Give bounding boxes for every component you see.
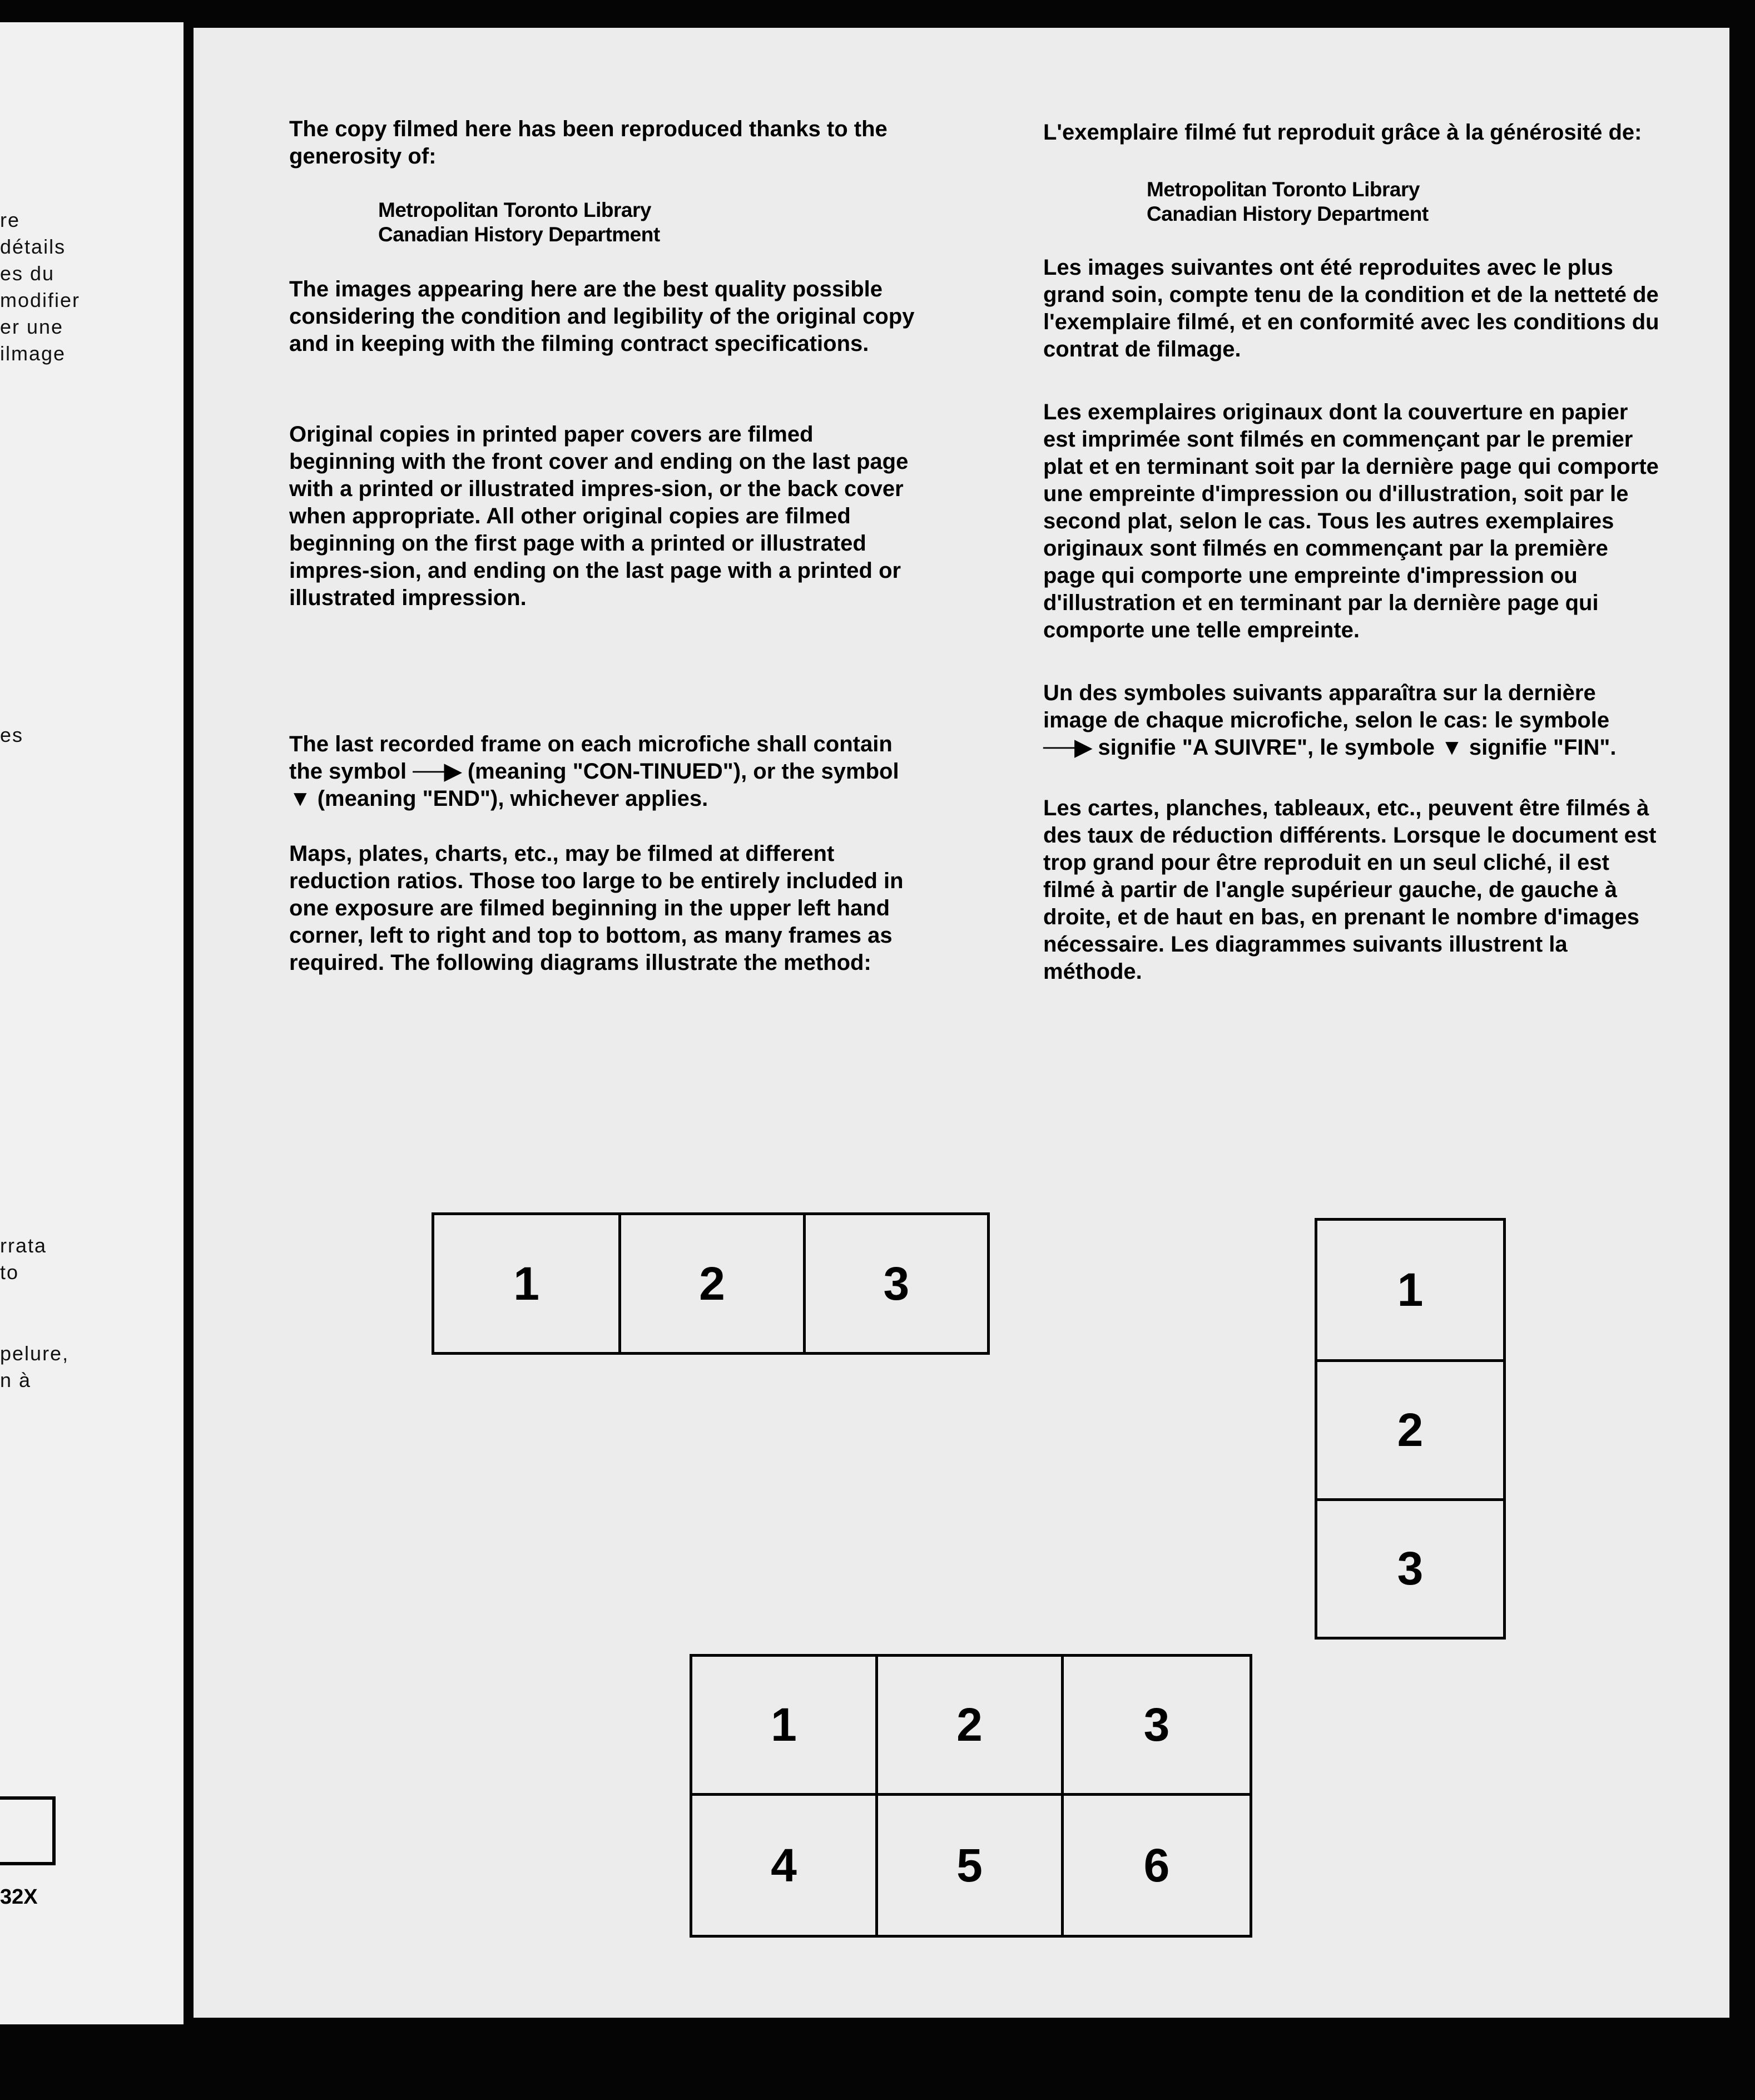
cut-off-text-fragment: n à [0, 1369, 32, 1391]
reduction-ratio-box [0, 1796, 56, 1865]
vertical-frames-diagram [1315, 1218, 1506, 1640]
frame-cell: 3 [1064, 1657, 1250, 1796]
cut-off-text-fragment: es du [0, 262, 55, 285]
cut-off-text-fragment: modifier [0, 289, 81, 311]
cut-off-text-fragment: es [0, 724, 24, 746]
cut-off-text-fragment: ilmage [0, 342, 66, 365]
frame-cell: 2 [1317, 1359, 1503, 1498]
french-originals-paragraph: Les exemplaires originaux dont la couverture en papier est imprimée sont filmés en commençant par le premier plat et en terminant soit par la dernière page qui comporte une empreinte d'impression ou d'illustration, soit par le second plat, selon le cas. Tous les autres exemplaires originaux sont filmés en commençant par la première page qui comporte une empreinte d'impression ou d'illustration et en terminant par la dernière page qui comporte une telle empreinte. [1043, 400, 1659, 642]
frame-cell: 2 [618, 1215, 802, 1352]
english-originals-paragraph: Original copies in printed paper covers are filmed beginning with the front cover and ending on the last page with a printed or illustrated impres-sion, or the back cover when appropriate. All other original copies are filmed beginning on the first page with a printed or illustrated impres-sion, and ending on the last page with a printed or illustrated impression. [289, 422, 909, 610]
french-institution-line-2: Canadian History Department [1147, 202, 1429, 225]
english-institution-line-1: Metropolitan Toronto Library [378, 199, 651, 221]
adjacent-page-fragment [0, 22, 184, 2024]
english-quality-paragraph: The images appearing here are the best quality possible considering the condition and legibility of the original copy and in keeping with the filming contract specifications. [289, 277, 915, 356]
english-institution-line-2: Canadian History Department [378, 223, 660, 246]
french-column [1043, 119, 1662, 985]
frame-cell: 1 [692, 1657, 878, 1796]
french-symbols-paragraph: Un des symboles suivants apparaîtra sur la dernière image de chaque microfiche, selon le cas: le symbole ──▶ signifie "A SUIVRE", le symbole ▼ signifie "FIN". [1043, 681, 1617, 760]
frame-cell: 2 [878, 1657, 1064, 1796]
frame-cell: 5 [878, 1796, 1064, 1935]
cut-off-text-fragment: pelure, [0, 1342, 70, 1365]
english-column [289, 116, 918, 977]
french-maps-paragraph: Les cartes, planches, tableaux, etc., peuvent être filmés à des taux de réduction différents. Lorsque le document est trop grand pour être reproduit en un seul cliché, il est filmé à partir de l'angle supérieur gauche, de gauche à droite, et de haut en bas, en prenant le nombre d'images nécessaire. Les diagrammes suivants illustrent la méthode. [1043, 796, 1657, 984]
french-intro: L'exemplaire filmé fut reproduit grâce à la générosité de: [1043, 120, 1642, 145]
grid-frames-diagram [690, 1654, 1252, 1938]
french-institution-line-1: Metropolitan Toronto Library [1147, 178, 1420, 201]
frame-cell: 3 [803, 1215, 987, 1352]
cut-off-text-fragment: détails [0, 235, 66, 258]
frame-cell: 6 [1143, 1839, 1170, 1891]
french-quality-paragraph: Les images suivantes ont été reproduites avec le plus grand soin, compte tenu de la condition et de la netteté de l'exemplaire filmé, et en conformité avec les conditions du contrat de filmage. [1043, 255, 1659, 361]
frame-cell: 1 [1397, 1264, 1424, 1316]
cut-off-text-fragment: er une [0, 315, 64, 338]
horizontal-frames-diagram [432, 1212, 990, 1355]
cut-off-text-fragment: to [0, 1261, 19, 1284]
frame-cell: 3 [1317, 1498, 1503, 1637]
english-intro: The copy filmed here has been reproduced thanks to the generosity of: [289, 117, 888, 169]
cut-off-text-fragment: rrata [0, 1234, 47, 1257]
reduction-ratio-label: 32X [0, 1885, 38, 1909]
english-maps-paragraph: Maps, plates, charts, etc., may be filmed at different reduction ratios. Those too large to be entirely included in one exposure are filmed beginning in the upper left hand corner, left to right and top to bottom, as many frames as required. The following diagrams illustrate the method: [289, 841, 904, 975]
frame-cell: 4 [692, 1796, 878, 1935]
cut-off-text-fragment: re [0, 209, 21, 231]
frame-cell: 1 [513, 1257, 540, 1310]
english-symbols-paragraph: The last recorded frame on each microfiche shall contain the symbol ──▶ (meaning "CON-TINUED"), or the symbol ▼ (meaning "END"), whichever applies. [289, 732, 899, 811]
